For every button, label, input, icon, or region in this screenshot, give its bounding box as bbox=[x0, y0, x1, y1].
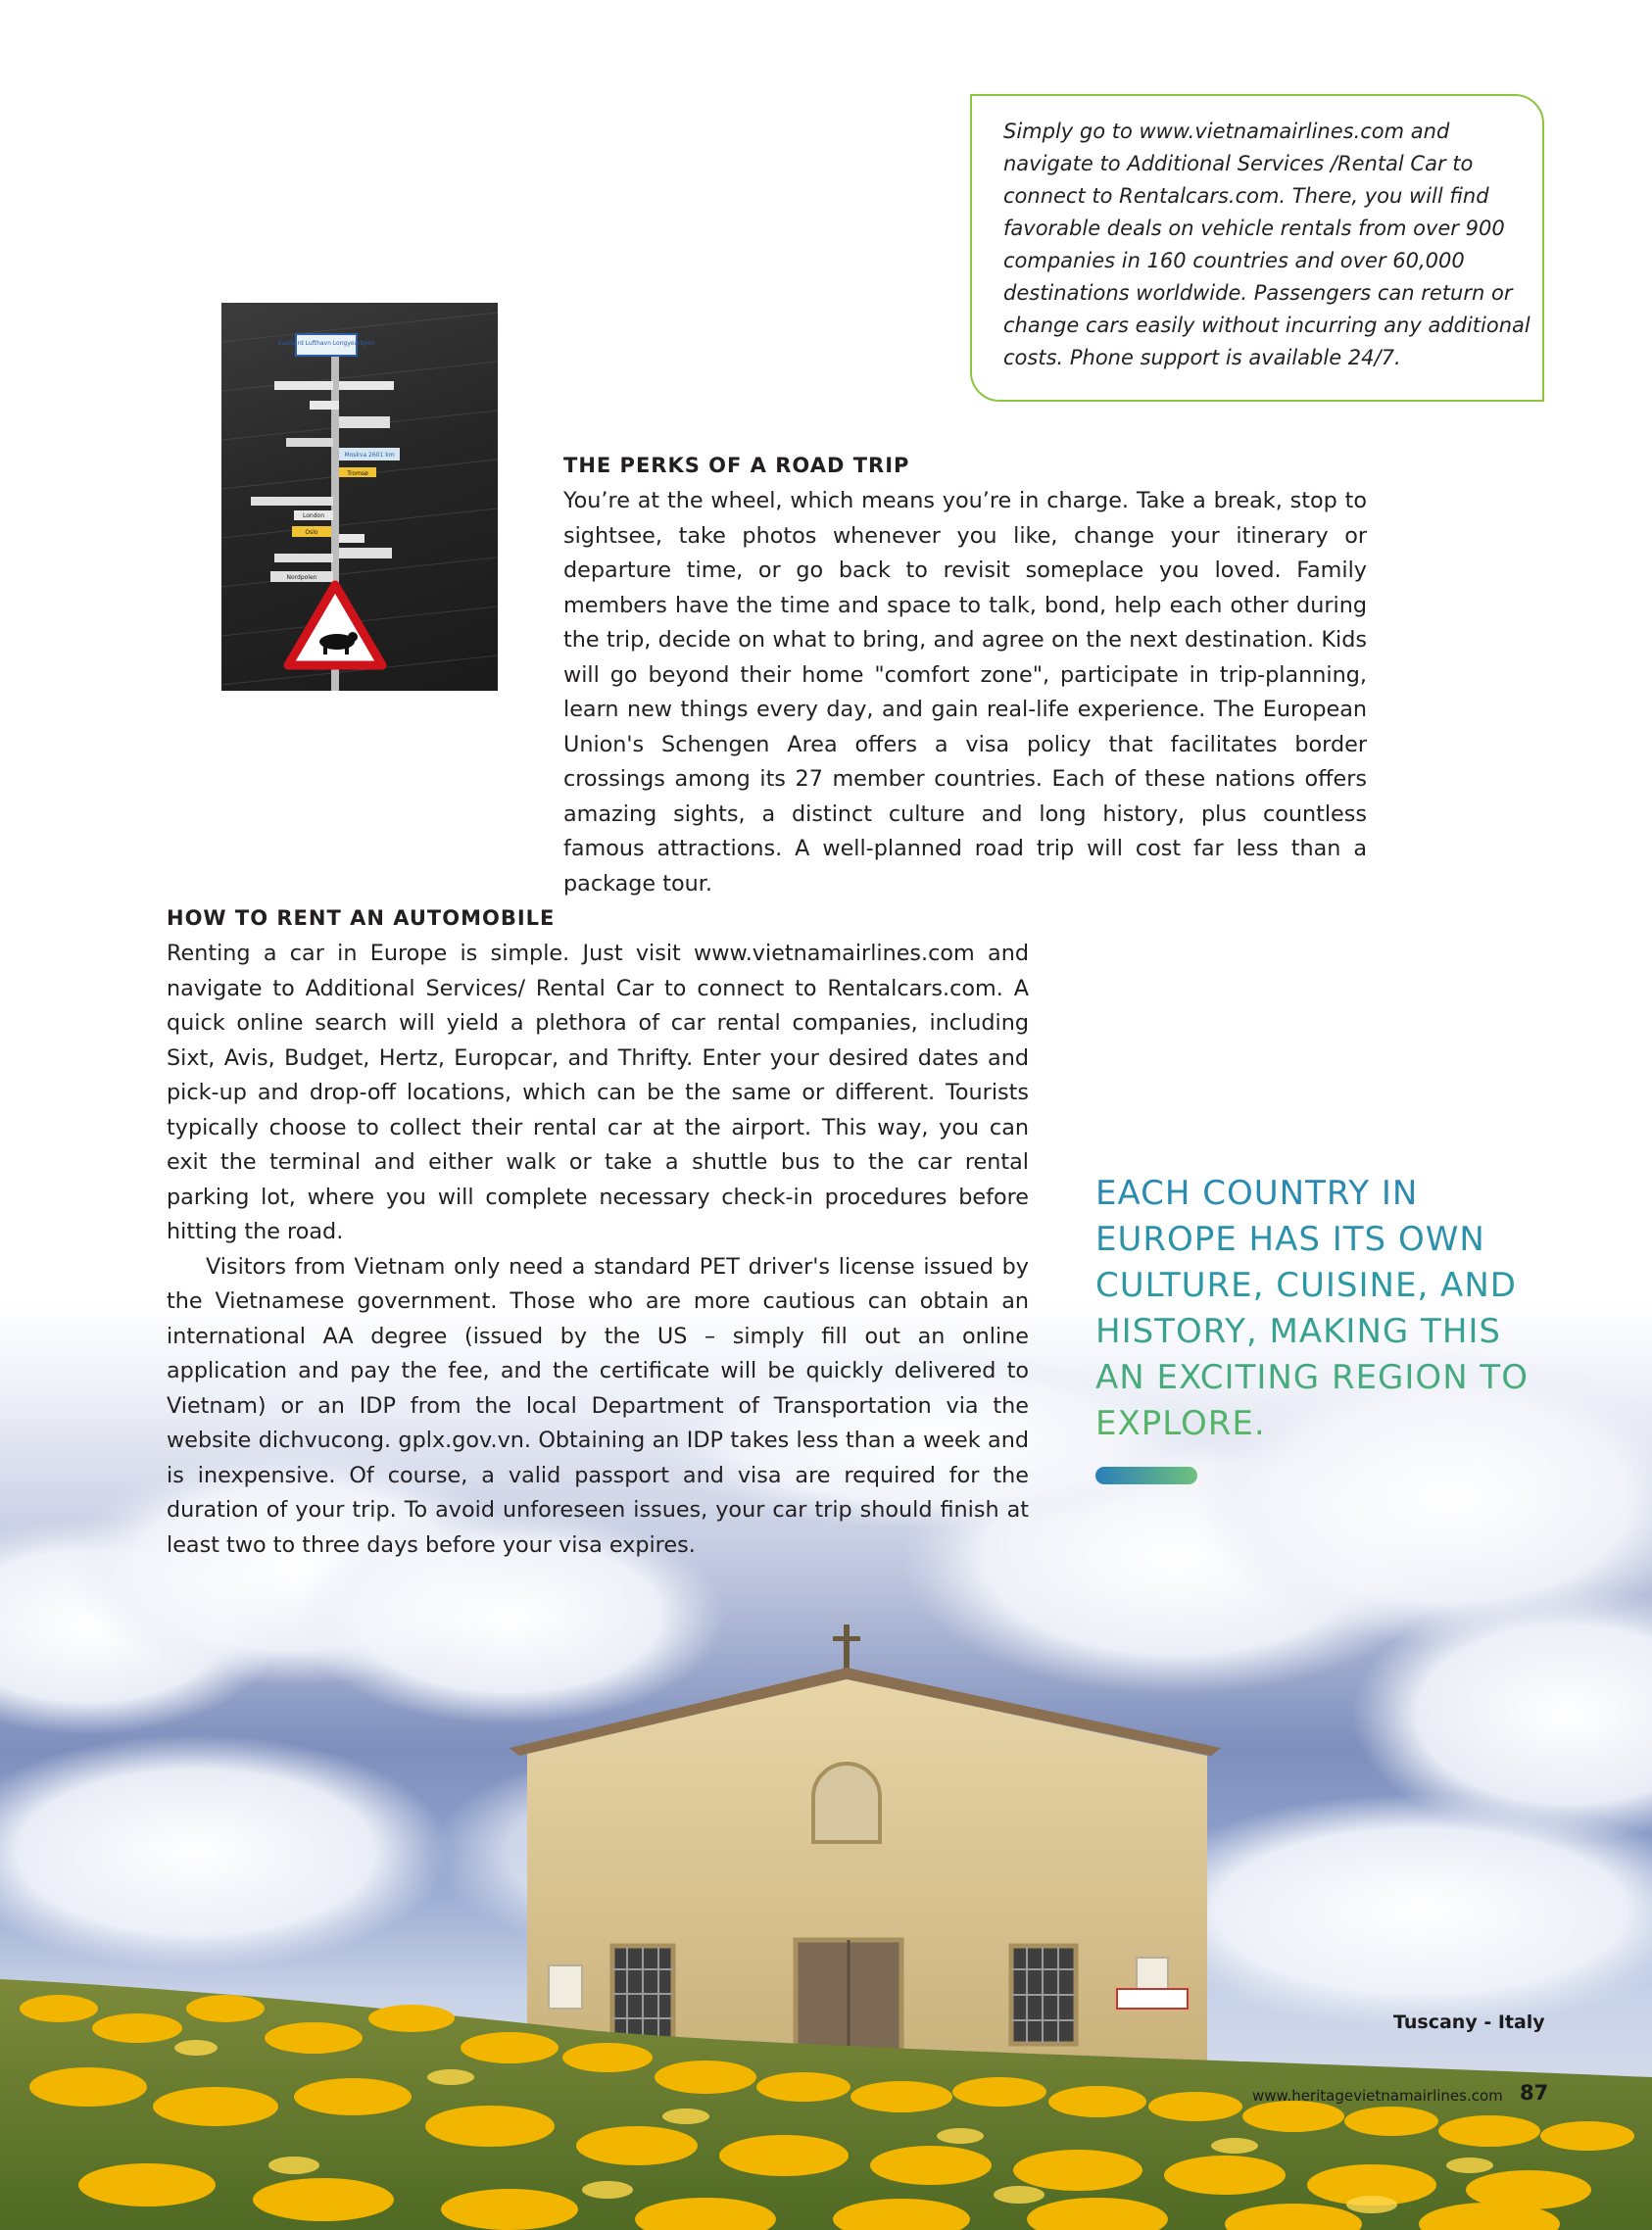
rental-info-callout-text: Simply go to www.vietnamairlines.com and navigate to Additional Services /Rental Car to connect to Rentalcars.com. There, you will find favorable deals on vehicle rentals from over 900 companies in 160 countries and over 60,000 destinations worldwide. Passengers can return or change cars easily without incurring any additional costs. Phone support is available 24/7. bbox=[1003, 120, 1531, 369]
direction-signs bbox=[251, 334, 400, 582]
sign-london-label: London bbox=[303, 512, 324, 519]
signpost-photo bbox=[221, 303, 498, 691]
rent-body bbox=[167, 937, 1029, 1563]
sign-tromso-label: Tromsø bbox=[347, 470, 368, 477]
sign-moskva-label: Moskva 2601 km bbox=[344, 452, 395, 459]
polar-bear-warning-sign-icon bbox=[288, 585, 382, 665]
pull-quote: EACH COUNTRY IN EUROPE HAS ITS OWN CULTURE, CUISINE, AND HISTORY, MAKING THIS AN EXCITING REGION TO EXPLORE. bbox=[1095, 1171, 1556, 1447]
footer-url: www.heritagevietnamairlines.com bbox=[1252, 2087, 1503, 2105]
rent-paragraph-2: Visitors from Vietnam only need a standard PET driver's license issued by the Vietnamese government. Those who are more cautious can obtain an international AA degree (issued by the US – simply fill out an online application and pay the fee, and the certificate will be quickly delivered to Vietnam) or an IDP from the local Department of Transportation via the website dichvucong. gplx.gov.vn. Obtaining an IDP takes less than a week and is inexpensive. Of course, a valid passport and visa are required for the duration of your trip. To avoid unforeseen issues, your car trip should finish at least two to three days before your visa expires. bbox=[167, 1253, 1029, 1558]
photo-caption: Tuscany - Italy bbox=[1393, 2012, 1545, 2033]
signpost-illustration bbox=[221, 303, 498, 691]
perks-body bbox=[563, 484, 1367, 901]
rent-heading: HOW TO RENT AN AUTOMOBILE bbox=[167, 906, 556, 930]
perks-heading: THE PERKS OF A ROAD TRIP bbox=[563, 454, 910, 477]
pull-quote-accent-bar bbox=[1095, 1467, 1197, 1484]
sign-svalbard-lufthavn-label: Svalbard Lufthavn Longyearbyen bbox=[277, 340, 375, 347]
sign-oslo-label: Oslo bbox=[305, 529, 318, 536]
perks-paragraph: You’re at the wheel, which means you’re in charge. Take a break, stop to sightsee, take photos whenever you like, change your itinerary or departure time, or go back to revisit someplace you loved. Family members have the time and space to talk, bond, help each other during the trip, decide on what to bring, and agree on the next destination. Kids will go beyond their home "comfort zone", participate in trip-planning, learn new things every day, and gain real-life experience. The European Union's Schengen Area offers a visa policy that facilitates border crossings among its 27 member countries. Each of these nations offers amazing sights, a distinct culture and long history, plus countless famous attractions. A well-planned road trip will cost far less than a package tour. bbox=[563, 488, 1367, 897]
rent-paragraph-1: Renting a car in Europe is simple. Just visit www.vietnamairlines.com and navigate to Additional Services/ Rental Car to connect to Rentalcars.com. A quick online search will yield a plethora of car rental companies, including Sixt, Avis, Budget, Hertz, Europcar, and Thrifty. Enter your desired dates and pick-up and drop-off locations, which can be the same or different. Tourists typically choose to collect their rental car at the airport. This way, you can exit the terminal and either walk or take a shuttle bus to the car rental parking lot, where you will complete necessary check-in procedures before hitting the road. bbox=[167, 941, 1029, 1244]
sign-nordpolen-label: Nordpolen bbox=[286, 574, 317, 581]
page-number: 87 bbox=[1520, 2081, 1549, 2105]
